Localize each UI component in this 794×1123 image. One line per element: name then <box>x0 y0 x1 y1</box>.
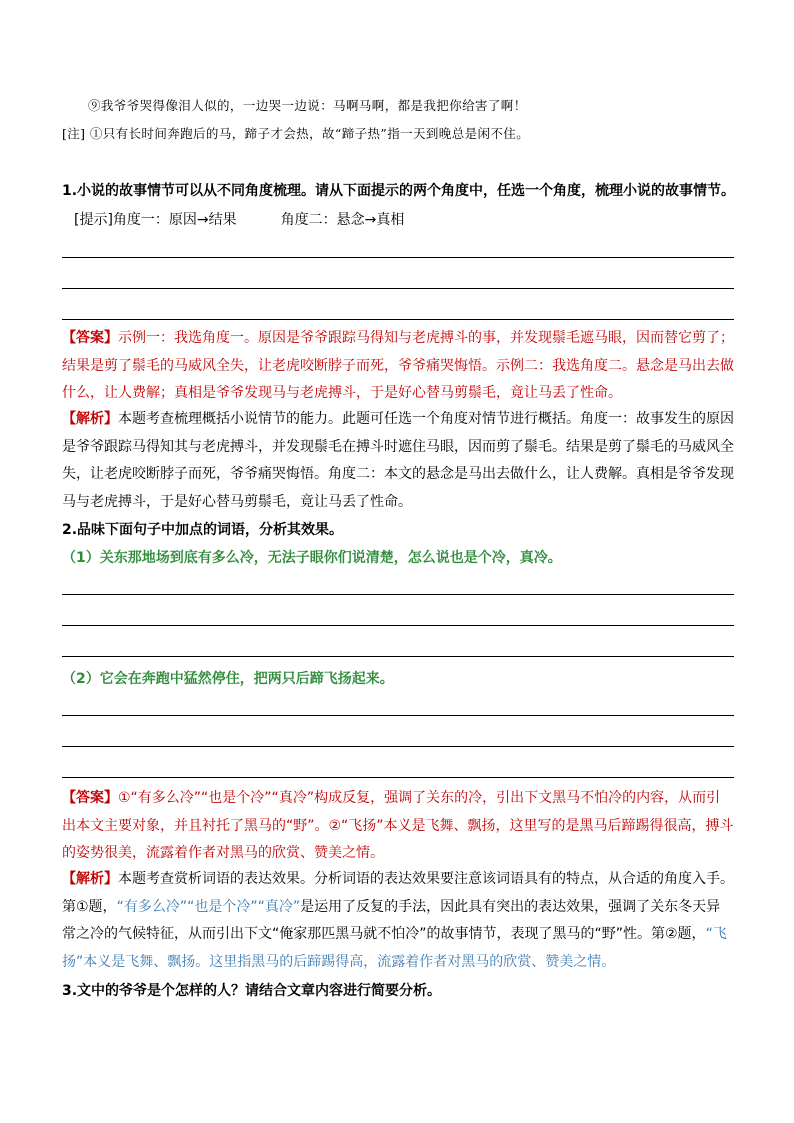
answer-line[interactable] <box>62 257 734 258</box>
answer-line[interactable] <box>62 625 734 626</box>
answer-text: ①“有多么冷”“也是个冷”“真冷”构成反复，强调了关东的冷，引出下文黑马不怕冷的内容，从而引出本文主要对象，并且衬托了黑马的“野”。②“飞扬”本义是飞舞、飘扬，这里写的是黑马后蹄踢得很高，搏斗的姿势很美，流露着作者对黑马的欣赏、赞美之情。 <box>62 790 734 861</box>
answer-text: 示例一：我选角度一。原因是爷爷跟踪马得知与老虎搏斗的事，并发现鬃毛遮马眼，因而替它剪了；结果是剪了鬃毛的马威风全失，让老虎咬断脖子而死，爷爷痛哭悔悟。示例二：我选角度二。悬念是马出去做什么，让人费解；真相是爷爷发现马与老虎搏斗，于是好心替马剪鬃毛，竟让马丢了性命。 <box>62 330 734 401</box>
answer-line[interactable] <box>62 715 734 716</box>
question-1-answer <box>62 325 734 408</box>
question-2-analysis <box>62 866 734 976</box>
answer-line[interactable] <box>62 777 734 778</box>
question-2-sentence-2: （2）它会在奔跑中猛然停住，把两只后蹄飞扬起来。 <box>62 671 394 687</box>
analysis-text: 本题考查赏析词语的表达效果。分析词语的表达效果要注意该词语具有的特点，从合适的角度入手。第①题， <box>62 871 734 915</box>
passage-note: [注] ①只有长时间奔跑后的马，蹄子才会热，故“蹄子热”指一天到晚总是闲不住。 <box>62 126 530 141</box>
answer-tag: 【答案】 <box>62 790 118 806</box>
question-3-title: 3.文中的爷爷是个怎样的人？请结合文章内容进行简要分析。 <box>62 983 442 999</box>
question-1-hint <box>74 209 404 229</box>
analysis-tag: 【解析】 <box>62 411 118 427</box>
question-1-title: 1.小说的故事情节可以从不同角度梳理。请从下面提示的两个角度中，任选一个角度，梳理小说的故事情节。 <box>62 183 736 199</box>
analysis-text: 是运用了反复的手法，因此具有突出的表达效果，强调了关东冬天异常之冷的气候特征，从而引出下文“俺家那匹黑马就不怕冷”的故事情节，表现了黑马的“野”性。第②题， <box>62 898 721 942</box>
answer-line[interactable] <box>62 746 734 747</box>
analysis-text: 本题考查梳理概括小说情节的能力。此题可任选一个角度对情节进行概括。角度一：故事发生的原因是爷爷跟踪马得知其与老虎搏斗，并发现鬃毛在搏斗时遮住马眼，因而剪了鬃毛。结果是剪了鬃毛的马威风全失，让老虎咬断脖子而死，爷爷痛哭悔悟。角度二：本文的悬念是马出去做什么，让人费解。真相是爷爷发现马与老虎搏斗，于是好心替马剪鬃毛，竟让马丢了性命。 <box>62 411 734 510</box>
hint-angle-1: [提示]角度一：原因→结果 <box>74 212 237 228</box>
answer-line[interactable] <box>62 288 734 289</box>
answer-tag: 【答案】 <box>62 330 118 346</box>
question-2-answer <box>62 785 734 868</box>
question-1-analysis <box>62 406 734 516</box>
question-2-sentence-1: （1）关东那地场到底有多么冷，无法子眼你们说清楚，怎么说也是个冷，真冷。 <box>62 550 562 566</box>
answer-line[interactable] <box>62 319 734 320</box>
analysis-highlight: “有多么冷”“也是个冷”“真冷” <box>116 898 301 915</box>
answer-line[interactable] <box>62 594 734 595</box>
analysis-tag: 【解析】 <box>62 871 118 887</box>
passage-paragraph-9: ⑨我爷爷哭得像泪人似的，一边哭一边说：马啊马啊，都是我把你给害了啊！ <box>88 98 527 113</box>
answer-line[interactable] <box>62 656 734 657</box>
analysis-highlight: “飞扬”本义是飞舞、飘扬。这里指黑马的后蹄踢得高，流露着作者对黑马的欣赏、赞美之情。 <box>62 926 727 970</box>
question-2-title: 2.品味下面句子中加点的词语，分析其效果。 <box>62 522 344 538</box>
hint-angle-2: 角度二：悬念→真相 <box>280 212 405 228</box>
